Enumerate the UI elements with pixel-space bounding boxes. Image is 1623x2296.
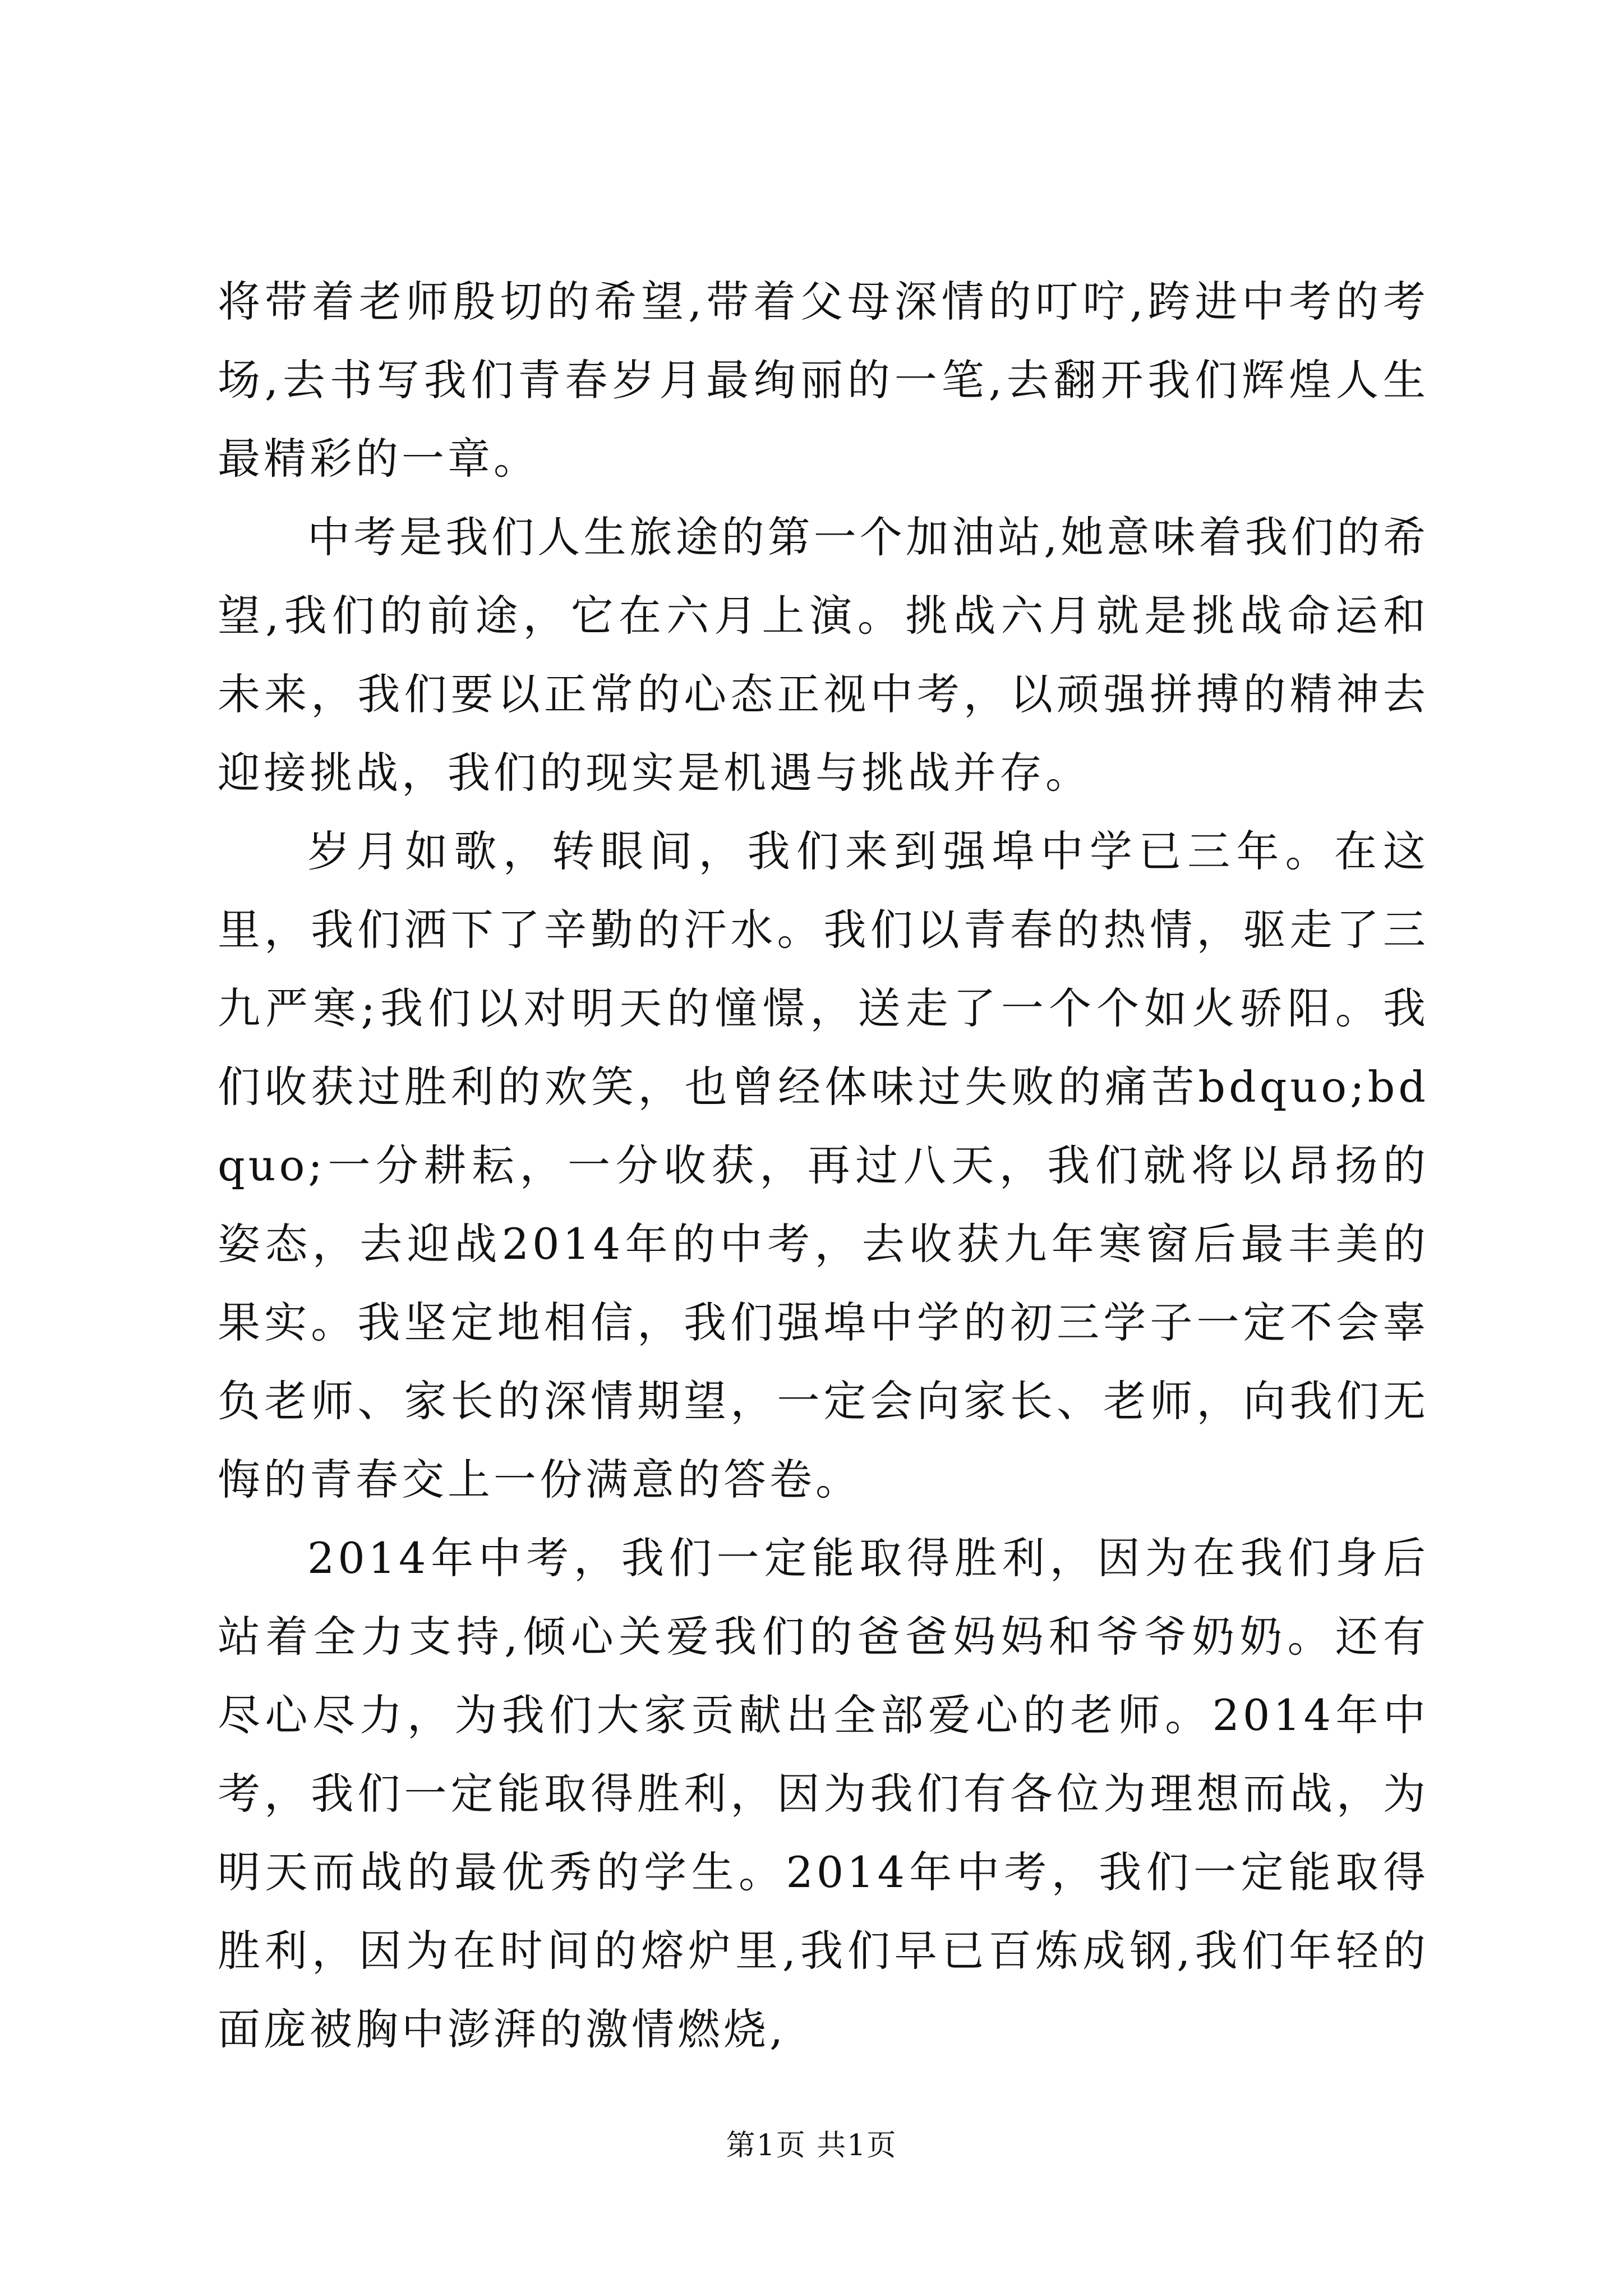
paragraph-4: 2014年中考，我们一定能取得胜利，因为在我们身后站着全力支持,倾心关爱我们的爸爸妈妈和爷爷奶奶。还有尽心尽力，为我们大家贡献出全部爱心的老师。2014年中考，我们一定能取得胜利，因为我们有各位为理想而战，为明天而战的最优秀的学生。2014年中考，我们一定能取得胜利，因为在时间的熔炉里,我们早已百炼成钢,我们年轻的面庞被胸中澎湃的激情燃烧, (218, 1533, 1429, 2054)
page-footer: 第1页 共1页 (726, 2129, 897, 2162)
paragraph-3: 岁月如歌，转眼间，我们来到强埠中学已三年。在这里，我们洒下了辛勤的汗水。我们以青春的热情，驱走了三九严寒;我们以对明天的憧憬，送走了一个个如火骄阳。我们收获过胜利的欢笑，也曾经体味过失败的痛苦bdquo;bdquo;一分耕耘，一分收获，再过八天，我们就将以昂扬的姿态，去迎战2014年的中考，去收获九年寒窗后最丰美的果实。我坚定地相信，我们强埠中学的初三学子一定不会辜负老师、家长的深情期望，一定会向家长、老师，向我们无悔的青春交上一份满意的答卷。 (218, 826, 1429, 1504)
document-body (218, 263, 1429, 2069)
paragraph-2: 中考是我们人生旅途的第一个加油站,她意味着我们的希望,我们的前途，它在六月上演。挑战六月就是挑战命运和未来，我们要以正常的心态正视中考，以顽强拼搏的精神去迎接挑战，我们的现实是机遇与挑战并存。 (218, 512, 1429, 798)
paragraph-1: 将带着老师殷切的希望,带着父母深情的叮咛,跨进中考的考场,去书写我们青春岁月最绚丽的一笔,去翻开我们辉煌人生最精彩的一章。 (218, 277, 1429, 484)
